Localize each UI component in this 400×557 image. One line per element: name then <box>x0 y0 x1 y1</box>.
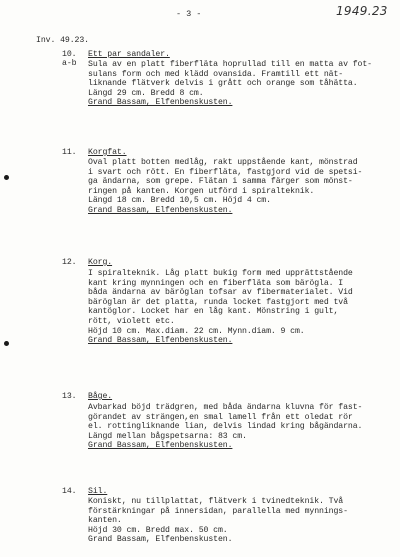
entry-location: Grand Bassam, Elfenbenskusten. <box>88 441 233 451</box>
entry-description <box>88 269 353 346</box>
entry-location: Grand Bassam, Elfenbenskusten. <box>88 336 233 346</box>
entry-line: Höjd 30 cm. Bredd max. 50 cm. <box>88 525 228 535</box>
entry-number: 12. <box>62 258 77 267</box>
entry-line: Oval platt botten medlåg, rakt uppstående kant, mönstrad <box>88 158 358 167</box>
entry-line: kanten. <box>88 516 122 526</box>
entry-line: el. rottingliknande lian, delvis lindad kring bågändarna. <box>88 422 363 432</box>
entry-number: 13. <box>62 392 77 401</box>
entry-line: i svart och rött. En fiberfläta, fastgjord vid de spetsi- <box>88 167 363 177</box>
entry-sub-number: a-b <box>62 59 77 68</box>
entry-line: bäröglan är det platta, runda locket fastgjort med två <box>88 297 348 307</box>
entry-description <box>88 158 362 216</box>
entry-title: Båge. <box>88 392 113 401</box>
entry-line: ringen på kanten. Korgen utförd i spiralteknik. <box>88 186 315 196</box>
entry-line: Sula av en platt fiberfläta hoprullad till en matta av fot- <box>88 60 372 69</box>
punch-hole-top <box>4 175 9 180</box>
entry-line: görandet av strängen,en smal lamell från ett oledat rör <box>88 412 353 422</box>
entry-line: kant kring mynningen och en fiberfläta som bärögla. I <box>88 278 344 288</box>
entry-number: 11. <box>62 148 77 157</box>
entry-line: Koniskt, nu tillplattat, flätverk i tvinedteknik. Två <box>88 497 344 506</box>
entry-number: 14. <box>62 487 77 496</box>
entry-title: Sil. <box>88 487 108 496</box>
entry-location: Grand Bassam, Elfenbenskusten. <box>88 205 233 215</box>
entry-line: liknande flätverk delvis i grått och orange som tåhätta. <box>88 79 358 89</box>
entry-line: förstärkningar på innersidan, parallella med mynnings- <box>88 506 348 516</box>
page-number: - 3 - <box>176 9 202 19</box>
entry-line: sulans form och med klädd ovansida. Framtill ett nät- <box>88 69 344 79</box>
entry-description <box>88 497 348 545</box>
inventory-number: Inv. 49.23. <box>36 36 89 45</box>
entry-line: båda ändarna av bäröglan tofsar av fibermaterialet. Vid <box>88 288 353 298</box>
entry-line: Längd 29 cm. Bredd 8 cm. <box>88 88 204 98</box>
entry-title: Korg. <box>88 258 113 267</box>
entry-line: Avbarkad böjd trädgren, med båda ändarna kluvna för fast- <box>88 403 363 412</box>
punch-hole-bottom <box>4 341 9 346</box>
entry-title: Korgfat. <box>88 148 127 157</box>
entry-line: I spiralteknik. Låg platt bukig form med upprättstående <box>88 269 353 278</box>
entry-description <box>88 403 362 451</box>
entry-line: kantöglor. Locket har en låg kant. Mönstring i gult, <box>88 307 339 317</box>
entry-line: Längd mellan bågspetsarna: 83 cm. <box>88 431 247 441</box>
entry-number: 10. <box>62 50 77 59</box>
entry-line: Längd 18 cm. Bredd 10,5 cm. Höjd 4 cm. <box>88 196 271 206</box>
entry-title: Ett par sandaler. <box>88 50 170 59</box>
entry-line: rött, violett etc. <box>88 316 175 326</box>
entry-description <box>88 60 372 108</box>
entry-line: ga ändarna, som grepe. Flätan i samma färger som mönst- <box>88 177 353 187</box>
handwritten-reference: 1949.23 <box>336 4 388 18</box>
entry-line: Höjd 10 cm. Max.diam. 22 cm. Mynn.diam. 9 cm. <box>88 326 305 336</box>
entry-location: Grand Bassam, Elfenbenskusten. <box>88 535 233 545</box>
entry-location: Grand Bassam, Elfenbenskusten. <box>88 98 233 108</box>
